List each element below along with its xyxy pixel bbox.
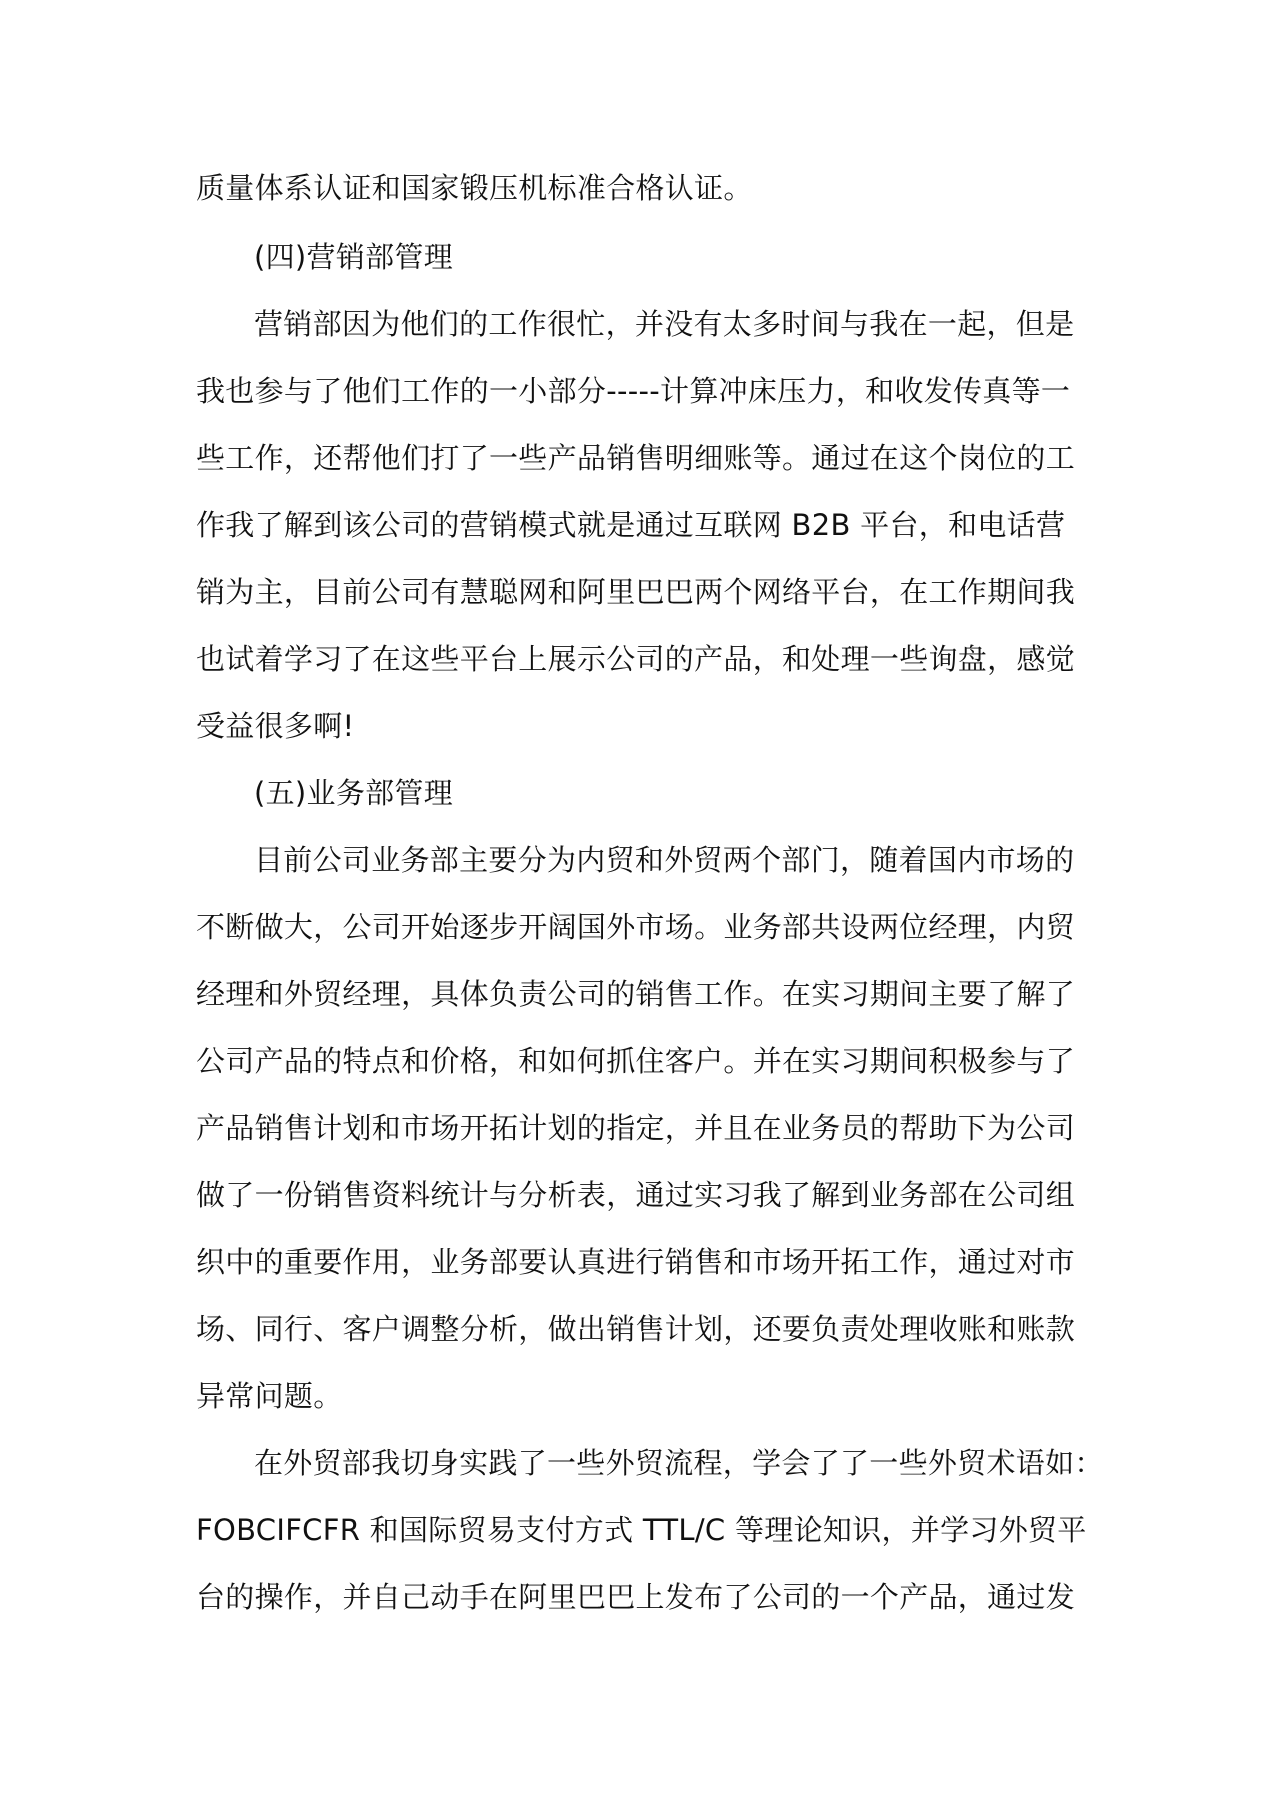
paragraph-line: 公司产品的特点和价格，和如何抓住客户。并在实习期间积极参与了: [196, 1044, 1076, 1078]
paragraph-line: 些工作，还帮他们打了一些产品销售明细账等。通过在这个岗位的工: [196, 441, 1076, 475]
paragraph-line: 目前公司业务部主要分为内贸和外贸两个部门，随着国内市场的: [254, 843, 1075, 877]
section-heading-marketing: (四)营销部管理: [254, 240, 454, 274]
text-line: 质量体系认证和国家锻压机标准合格认证。: [196, 171, 753, 205]
paragraph-line: 我也参与了他们工作的一小部分-----计算冲床压力，和收发传真等一: [196, 374, 1071, 408]
paragraph-line: 织中的重要作用，业务部要认真进行销售和市场开拓工作，通过对市: [196, 1245, 1076, 1279]
paragraph-line: 产品销售计划和市场开拓计划的指定，并且在业务员的帮助下为公司: [196, 1111, 1076, 1145]
paragraph-line: 场、同行、客户调整分析，做出销售计划，还要负责处理收账和账款: [196, 1312, 1076, 1346]
paragraph-line: 营销部因为他们的工作很忙，并没有太多时间与我在一起，但是: [254, 307, 1075, 341]
paragraph-line: 台的操作，并自己动手在阿里巴巴上发布了公司的一个产品，通过发: [196, 1580, 1076, 1614]
paragraph-line: 受益很多啊!: [196, 709, 355, 743]
paragraph-line: FOBCIFCFR 和国际贸易支付方式 TTL/C 等理论知识，并学习外贸平: [196, 1513, 1087, 1547]
paragraph-line: 也试着学习了在这些平台上展示公司的产品，和处理一些询盘，感觉: [196, 642, 1076, 676]
paragraph-line: 异常问题。: [196, 1379, 343, 1413]
paragraph-line: 做了一份销售资料统计与分析表，通过实习我了解到业务部在公司组: [196, 1178, 1076, 1212]
paragraph-line: 在外贸部我切身实践了一些外贸流程，学会了了一些外贸术语如：: [254, 1446, 1104, 1480]
section-heading-business: (五)业务部管理: [254, 776, 454, 810]
paragraph-line: 经理和外贸经理，具体负责公司的销售工作。在实习期间主要了解了: [196, 977, 1076, 1011]
paragraph-line: 作我了解到该公司的营销模式就是通过互联网 B2B 平台，和电话营: [196, 508, 1066, 542]
paragraph-line: 不断做大，公司开始逐步开阔国外市场。业务部共设两位经理，内贸: [196, 910, 1076, 944]
paragraph-line: 销为主，目前公司有慧聪网和阿里巴巴两个网络平台，在工作期间我: [196, 575, 1076, 609]
